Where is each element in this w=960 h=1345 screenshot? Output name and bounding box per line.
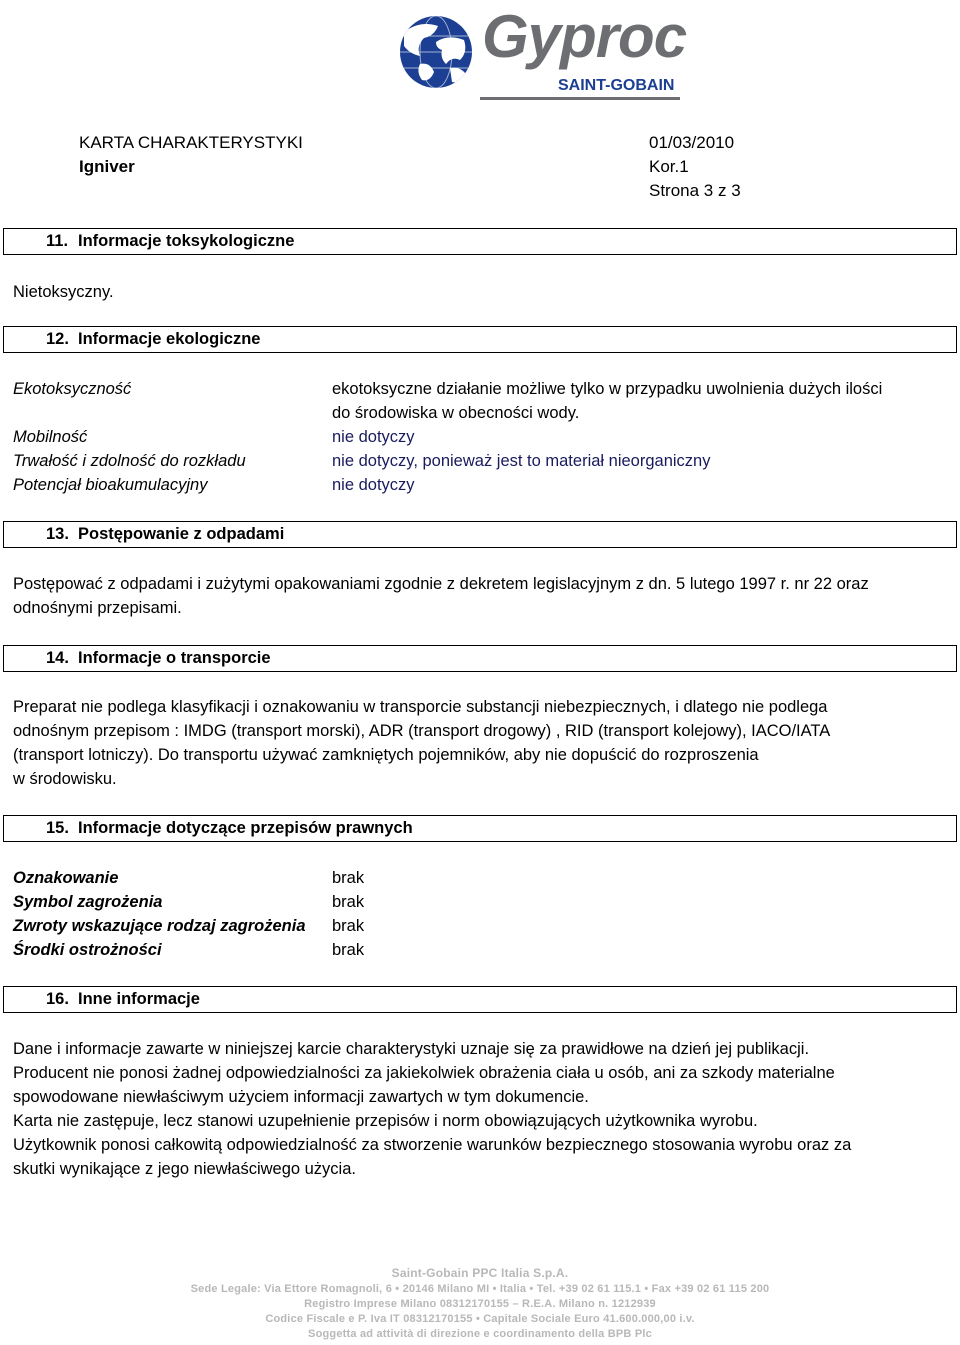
section-11-text: Nietoksyczny.	[13, 283, 114, 301]
footer-direction: Soggetta ad attività di direzione e coordinamento della BPB Plc	[308, 1328, 652, 1340]
logo-underline	[480, 97, 680, 100]
eco-label: Trwałość i zdolność do rozkładu	[13, 452, 246, 470]
product-name: Igniver	[79, 157, 135, 176]
section-number: 12.	[46, 330, 69, 348]
section-13-line: odnośnymi przepisami.	[13, 599, 182, 617]
section-16-line: Użytkownik ponosi całkowitą odpowiedzialność za stworzenie warunków bezpiecznego stosowania wyrobu oraz za	[13, 1136, 852, 1154]
doc-date: 01/03/2010	[649, 133, 735, 152]
section-title: Informacje toksykologiczne	[78, 232, 295, 250]
section-number: 16.	[46, 990, 69, 1008]
legal-row	[13, 938, 953, 962]
eco-value: nie dotyczy, ponieważ jest to materiał nieorganiczny	[332, 452, 711, 470]
footer-company: Saint-Gobain PPC Italia S.p.A.	[391, 1266, 569, 1280]
logo-sub: SAINT-GOBAIN	[558, 77, 675, 94]
section-14-line: w środowisku.	[13, 770, 117, 788]
eco-label: Potencjał bioakumulacyjny	[13, 476, 208, 494]
section-title: Inne informacje	[78, 990, 200, 1008]
section-number: 13.	[46, 525, 69, 543]
section-16-header	[3, 986, 957, 1013]
eco-label: Ekotoksyczność	[13, 380, 132, 398]
page-number: Strona 3 z 3	[649, 181, 741, 200]
doc-revision: Kor.1	[649, 157, 689, 176]
section-14-line: (transport lotniczy). Do transportu używać zamkniętych pojemników, aby nie dopuścić do rozproszenia	[13, 746, 759, 764]
eco-row	[13, 473, 953, 497]
eco-row	[13, 425, 953, 449]
footer-registry: Registro Imprese Milano 08312170155 – R.E.A. Milano n. 1212939	[304, 1298, 656, 1310]
section-16-line: spowodowane niewłaściwym użyciem informacji zawartych w tym dokumencie.	[13, 1088, 589, 1106]
legal-label: Środki ostrożności	[13, 941, 162, 959]
eco-value: nie dotyczy	[332, 428, 415, 446]
legal-label: Symbol zagrożenia	[13, 893, 163, 911]
section-title: Informacje dotyczące przepisów prawnych	[78, 819, 413, 837]
section-14-line: odnośnym przepisom : IMDG (transport morski), ADR (transport drogowy) , RID (transport kolejowy), IACO/IATA	[13, 722, 831, 740]
section-14-line: Preparat nie podlega klasyfikacji i oznakowaniu w transporcie substancji niebezpiecznych, i dlatego nie podlega	[13, 698, 828, 716]
eco-row	[13, 449, 953, 473]
section-16-line: skutki wynikające z jego niewłaściwego użycia.	[13, 1160, 356, 1178]
eco-row	[13, 377, 953, 401]
eco-value: nie dotyczy	[332, 476, 415, 494]
legal-label: Oznakowanie	[13, 869, 119, 887]
section-12-header	[3, 326, 957, 353]
eco-value: ekotoksyczne działanie możliwe tylko w przypadku uwolnienia dużych ilości	[332, 380, 883, 398]
doc-type: KARTA CHARAKTERYSTYKI	[79, 133, 303, 152]
section-number: 15.	[46, 819, 69, 837]
section-15-header	[3, 815, 957, 842]
legal-row	[13, 866, 953, 890]
legal-value: brak	[332, 893, 365, 911]
section-title: Informacje o transporcie	[78, 649, 271, 667]
eco-value: do środowiska w obecności wody.	[332, 404, 580, 422]
eco-row	[13, 401, 953, 425]
section-16-line: Producent nie ponosi żadnej odpowiedzialności za jakiekolwiek obrażenia ciała u osób, ani za szkody materialne	[13, 1064, 835, 1082]
legal-value: brak	[332, 917, 365, 935]
section-11-header	[3, 228, 957, 255]
section-number: 14.	[46, 649, 69, 667]
legal-value: brak	[332, 941, 365, 959]
section-13-line: Postępować z odpadami i zużytymi opakowaniami zgodnie z dekretem legislacyjnym z dn. 5 lutego 1997 r. nr 22 oraz	[13, 575, 869, 593]
section-16-line: Karta nie zastępuje, lecz stanowi uzupełnienie przepisów i norm obowiązujących użytkownika wyrobu.	[13, 1112, 758, 1130]
logo-brand: Gyproc	[482, 3, 687, 70]
section-title: Postępowanie z odpadami	[78, 525, 285, 543]
legal-value: brak	[332, 869, 365, 887]
section-16-line: Dane i informacje zawarte w niniejszej karcie charakterystyki uznaje się za prawidłowe na dzień jej publikacji.	[13, 1040, 810, 1058]
eco-table	[13, 377, 953, 497]
legal-table	[13, 866, 953, 962]
section-title: Informacje ekologiczne	[78, 330, 261, 348]
section-13-header	[3, 521, 957, 548]
footer-address: Sede Legale: Via Ettore Romagnoli, 6 • 20146 Milano MI • Italia • Tel. +39 02 61 115.1 • Fax +39 02 61 115 200	[190, 1283, 770, 1295]
section-14-header	[3, 645, 957, 672]
footer-tax: Codice Fiscale e P. Iva IT 08312170155 • Capitale Sociale Euro 41.600.000,00 i.v.	[265, 1313, 695, 1325]
section-number: 11.	[46, 232, 69, 250]
legal-row	[13, 890, 953, 914]
eco-label: Mobilność	[13, 428, 88, 446]
legal-row	[13, 914, 953, 938]
legal-label: Zwroty wskazujące rodzaj zagrożenia	[13, 917, 306, 935]
